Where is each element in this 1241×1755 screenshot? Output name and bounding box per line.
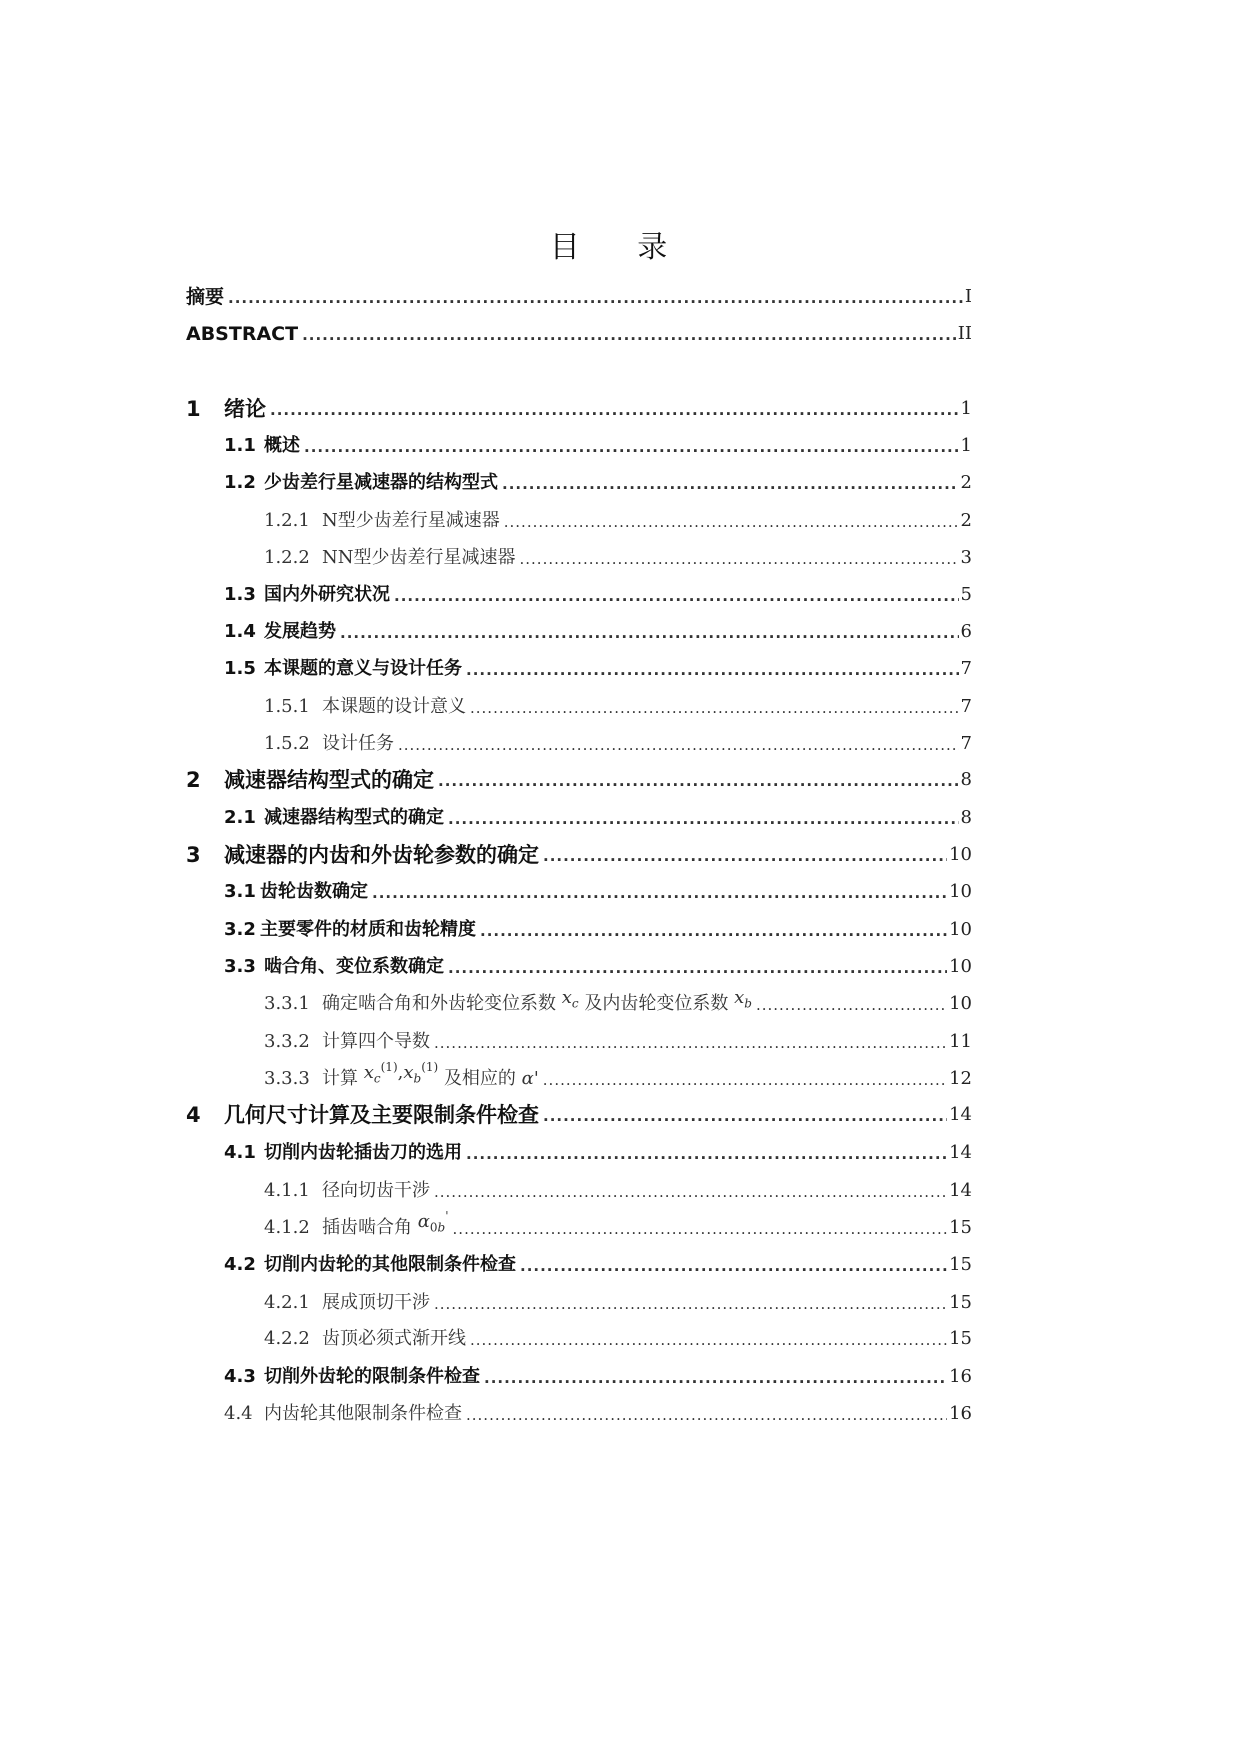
toc-entry-1-5-1[interactable] <box>264 689 972 719</box>
toc-entry-number: 3.1 <box>224 881 256 902</box>
math-symbol-xc1-xb1: $x_c^{(1)},x_b^{(1)}$ <box>363 1060 439 1086</box>
toc-leader-dots <box>394 585 959 607</box>
toc-entry-label: 计算四个导数 <box>322 1031 430 1052</box>
toc-page-number: 12 <box>949 1068 972 1089</box>
toc-entry-label: 径向切齿干涉 <box>322 1180 430 1201</box>
toc-entry-number: 3.2 <box>224 919 256 940</box>
math-symbol-xc: $x_c$ <box>561 987 579 1011</box>
toc-leader-dots <box>434 1032 947 1054</box>
toc-leader-dots <box>228 287 963 309</box>
toc-page-number: 10 <box>949 956 972 977</box>
toc-entry-1-4[interactable] <box>224 614 972 644</box>
toc-entry-number: 4 <box>186 1103 201 1127</box>
toc-entry-label-b: 及内齿轮变位系数 <box>584 993 729 1014</box>
toc-entry-number: 1.5 <box>224 658 256 679</box>
toc-entry-4-3[interactable] <box>224 1359 972 1389</box>
toc-page-number: 10 <box>949 919 972 940</box>
toc-leader-dots <box>448 957 947 979</box>
toc-entry-1-5-2[interactable] <box>264 726 972 756</box>
toc-entry-3-3-3[interactable] <box>264 1061 972 1091</box>
toc-entry-label: 减速器的内齿和外齿轮参数的确定 <box>224 843 539 867</box>
toc-leader-dots <box>453 1218 948 1240</box>
toc-leader-dots <box>470 697 959 719</box>
toc-entry-3-3-1[interactable] <box>264 986 972 1016</box>
toc-leader-dots <box>372 882 947 904</box>
toc-entry-label: 本课题的设计意义 <box>322 696 466 717</box>
toc-entry-label: 几何尺寸计算及主要限制条件检查 <box>224 1103 539 1127</box>
toc-page-number: 2 <box>960 472 972 493</box>
toc-entry-number: 3.3.3 <box>264 1068 310 1089</box>
toc-page-number: 16 <box>949 1366 972 1387</box>
toc-entry-number: 2.1 <box>224 807 256 828</box>
toc-entry-label: N型少齿差行星减速器 <box>322 510 500 531</box>
toc-entry-label: 切削外齿轮的限制条件检查 <box>264 1366 480 1387</box>
toc-page-number: 7 <box>960 696 972 717</box>
toc-entry-number: 1.2 <box>224 472 256 493</box>
toc-entry-chapter-4[interactable] <box>186 1097 972 1127</box>
toc-entry-number: 2 <box>186 768 201 792</box>
toc-page-number: 3 <box>960 547 972 568</box>
toc-entry-label: 概述 <box>264 435 300 456</box>
toc-entry-chapter-3[interactable] <box>186 837 972 867</box>
toc-page-number: 7 <box>960 733 972 754</box>
toc-entry-chapter-2[interactable] <box>186 762 972 792</box>
toc-page-number: 15 <box>949 1254 972 1275</box>
toc-entry-4-2-2[interactable] <box>264 1321 972 1351</box>
toc-entry-1-5[interactable] <box>224 651 972 681</box>
toc-page-number: 10 <box>949 881 972 902</box>
toc-entry-4-1-2[interactable] <box>264 1210 972 1240</box>
toc-leader-dots <box>543 845 947 867</box>
toc-leader-dots <box>543 1069 947 1091</box>
toc-leader-dots <box>270 399 959 421</box>
toc-entry-number: 4.3 <box>224 1366 256 1387</box>
toc-leader-dots <box>438 770 959 792</box>
toc-page-number: 11 <box>949 1031 972 1052</box>
toc-entry-number: 4.1 <box>224 1142 256 1163</box>
toc-entry-number: 3.3.1 <box>264 993 310 1014</box>
toc-entry-label: 展成顶切干涉 <box>322 1292 430 1313</box>
toc-leader-dots <box>302 324 956 346</box>
toc-leader-dots <box>304 436 959 458</box>
toc-entry-1-2[interactable] <box>224 465 972 495</box>
toc-entry-number: 4.1.2 <box>264 1217 310 1238</box>
toc-page-number: 15 <box>949 1292 972 1313</box>
toc-entry-1-2-1[interactable] <box>264 503 972 533</box>
toc-leader-dots <box>466 1143 947 1165</box>
toc-leader-dots <box>340 622 959 644</box>
toc-page-number: 15 <box>949 1217 972 1238</box>
toc-entry-number: 4.2 <box>224 1254 256 1275</box>
toc-leader-dots <box>470 1329 947 1351</box>
toc-page-number: 10 <box>949 844 972 865</box>
toc-entry-label: 国内外研究状况 <box>264 584 390 605</box>
toc-entry-label: 内齿轮其他限制条件检查 <box>264 1403 462 1424</box>
toc-entry-label: 绪论 <box>224 397 266 421</box>
toc-entry-chapter-1[interactable] <box>186 391 972 421</box>
toc-entry-3-2[interactable] <box>224 912 972 942</box>
toc-entry-label: 减速器结构型式的确定 <box>264 807 444 828</box>
toc-entry-label: 本课题的意义与设计任务 <box>264 658 462 679</box>
toc-leader-dots <box>448 808 959 830</box>
toc-page-number: I <box>964 286 972 307</box>
toc-entry-label: 齿轮齿数确定 <box>260 881 368 902</box>
toc-leader-dots <box>480 920 947 942</box>
toc-leader-dots <box>466 659 959 681</box>
toc-leader-dots <box>466 1404 947 1426</box>
toc-entry-4-2-1[interactable] <box>264 1285 972 1315</box>
toc-page-number: 14 <box>949 1142 972 1163</box>
toc-entry-label: 设计任务 <box>322 733 394 754</box>
toc-entry-label: 切削内齿轮的其他限制条件检查 <box>264 1254 516 1275</box>
toc-leader-dots <box>484 1367 947 1389</box>
toc-entry-label: 发展趋势 <box>264 621 336 642</box>
toc-entry-3-3-2[interactable] <box>264 1024 972 1054</box>
toc-entry-number: 3.3 <box>224 956 256 977</box>
toc-page-number: 14 <box>949 1180 972 1201</box>
toc-page-number: 14 <box>949 1104 972 1125</box>
toc-entry-label: 确定啮合角和外齿轮变位系数 <box>322 993 556 1014</box>
toc-entry-number: 3.3.2 <box>264 1031 310 1052</box>
toc-entry-number: 3 <box>186 843 201 867</box>
math-symbol-xb: $x_b$ <box>734 987 752 1011</box>
toc-entry-label: NN型少齿差行星减速器 <box>322 547 516 568</box>
toc-entry-number: 1.5.2 <box>264 733 310 754</box>
toc-entry-3-3[interactable] <box>224 949 972 979</box>
toc-entry-label: 计算 <box>322 1068 358 1089</box>
toc-entry-number: 1.2.2 <box>264 547 310 568</box>
toc-leader-dots <box>434 1293 947 1315</box>
toc-entry-label: 减速器结构型式的确定 <box>224 768 434 792</box>
math-symbol-alpha-0b: $\alpha_{0b}'$ <box>417 1209 449 1235</box>
toc-entry-number: 1 <box>186 397 201 421</box>
toc-entry-label: 齿顶必须式渐开线 <box>322 1328 466 1349</box>
toc-leader-dots <box>543 1105 947 1127</box>
page-title: 目 录 <box>549 230 692 265</box>
toc-entry-4-4[interactable] <box>224 1396 972 1426</box>
toc-entry-4-1-1[interactable] <box>264 1173 972 1203</box>
toc-entry-label: 插齿啮合角 <box>322 1217 412 1238</box>
math-symbol-alpha-prime: α' <box>521 1068 539 1089</box>
toc-entry-label: 主要零件的材质和齿轮精度 <box>260 919 476 940</box>
toc-page-number: 5 <box>960 584 972 605</box>
toc-entry-4-1[interactable] <box>224 1135 972 1165</box>
toc-leader-dots <box>502 473 959 495</box>
toc-leader-dots <box>520 548 959 570</box>
toc-entry-4-2[interactable] <box>224 1247 972 1277</box>
toc-page-number: 16 <box>949 1403 972 1424</box>
toc-leader-dots <box>520 1255 947 1277</box>
toc-entry-1-2-2[interactable] <box>264 540 972 570</box>
toc-entry-2-1[interactable] <box>224 800 972 830</box>
toc-page-number: II <box>957 323 972 344</box>
toc-entry-number: 4.2.1 <box>264 1292 310 1313</box>
toc-page-number: 10 <box>949 993 972 1014</box>
toc-page-number: 2 <box>960 510 972 531</box>
toc-entry-number: 1.2.1 <box>264 510 310 531</box>
toc-entry-number: 4.2.2 <box>264 1328 310 1349</box>
toc-entry-number: 1.1 <box>224 435 256 456</box>
toc-entry-label: ABSTRACT <box>186 323 299 345</box>
toc-entry-number: 4.1.1 <box>264 1180 310 1201</box>
toc-page-number: 1 <box>960 435 972 456</box>
toc-entry-number: 1.4 <box>224 621 256 642</box>
toc-leader-dots <box>398 734 959 756</box>
toc-page-number: 7 <box>960 658 972 679</box>
toc-leader-dots <box>756 994 947 1016</box>
toc-entry-abstract-en[interactable] <box>186 316 972 346</box>
toc-leader-dots <box>434 1181 947 1203</box>
toc-entry-1-1[interactable] <box>224 428 972 458</box>
toc-entry-label-b: 及相应的 <box>443 1068 516 1089</box>
toc-entry-3-1[interactable] <box>224 874 972 904</box>
toc-entry-label: 啮合角、变位系数确定 <box>264 956 444 977</box>
toc-entry-number: 1.5.1 <box>264 696 310 717</box>
toc-page-number: 15 <box>949 1328 972 1349</box>
toc-leader-dots <box>504 511 959 533</box>
toc-entry-1-3[interactable] <box>224 577 972 607</box>
toc-page-number: 6 <box>960 621 972 642</box>
toc-entry-label: 切削内齿轮插齿刀的选用 <box>264 1142 462 1163</box>
toc-entry-number: 4.4 <box>224 1403 253 1424</box>
toc-page-number: 8 <box>960 769 972 790</box>
toc-entry-number: 1.3 <box>224 584 256 605</box>
toc-entry-label: 摘要 <box>186 286 225 308</box>
toc-entry-abstract-cn[interactable] <box>186 279 972 309</box>
toc-page-number: 8 <box>960 807 972 828</box>
toc-entry-label: 少齿差行星减速器的结构型式 <box>264 472 498 493</box>
toc-page-number: 1 <box>960 398 972 419</box>
